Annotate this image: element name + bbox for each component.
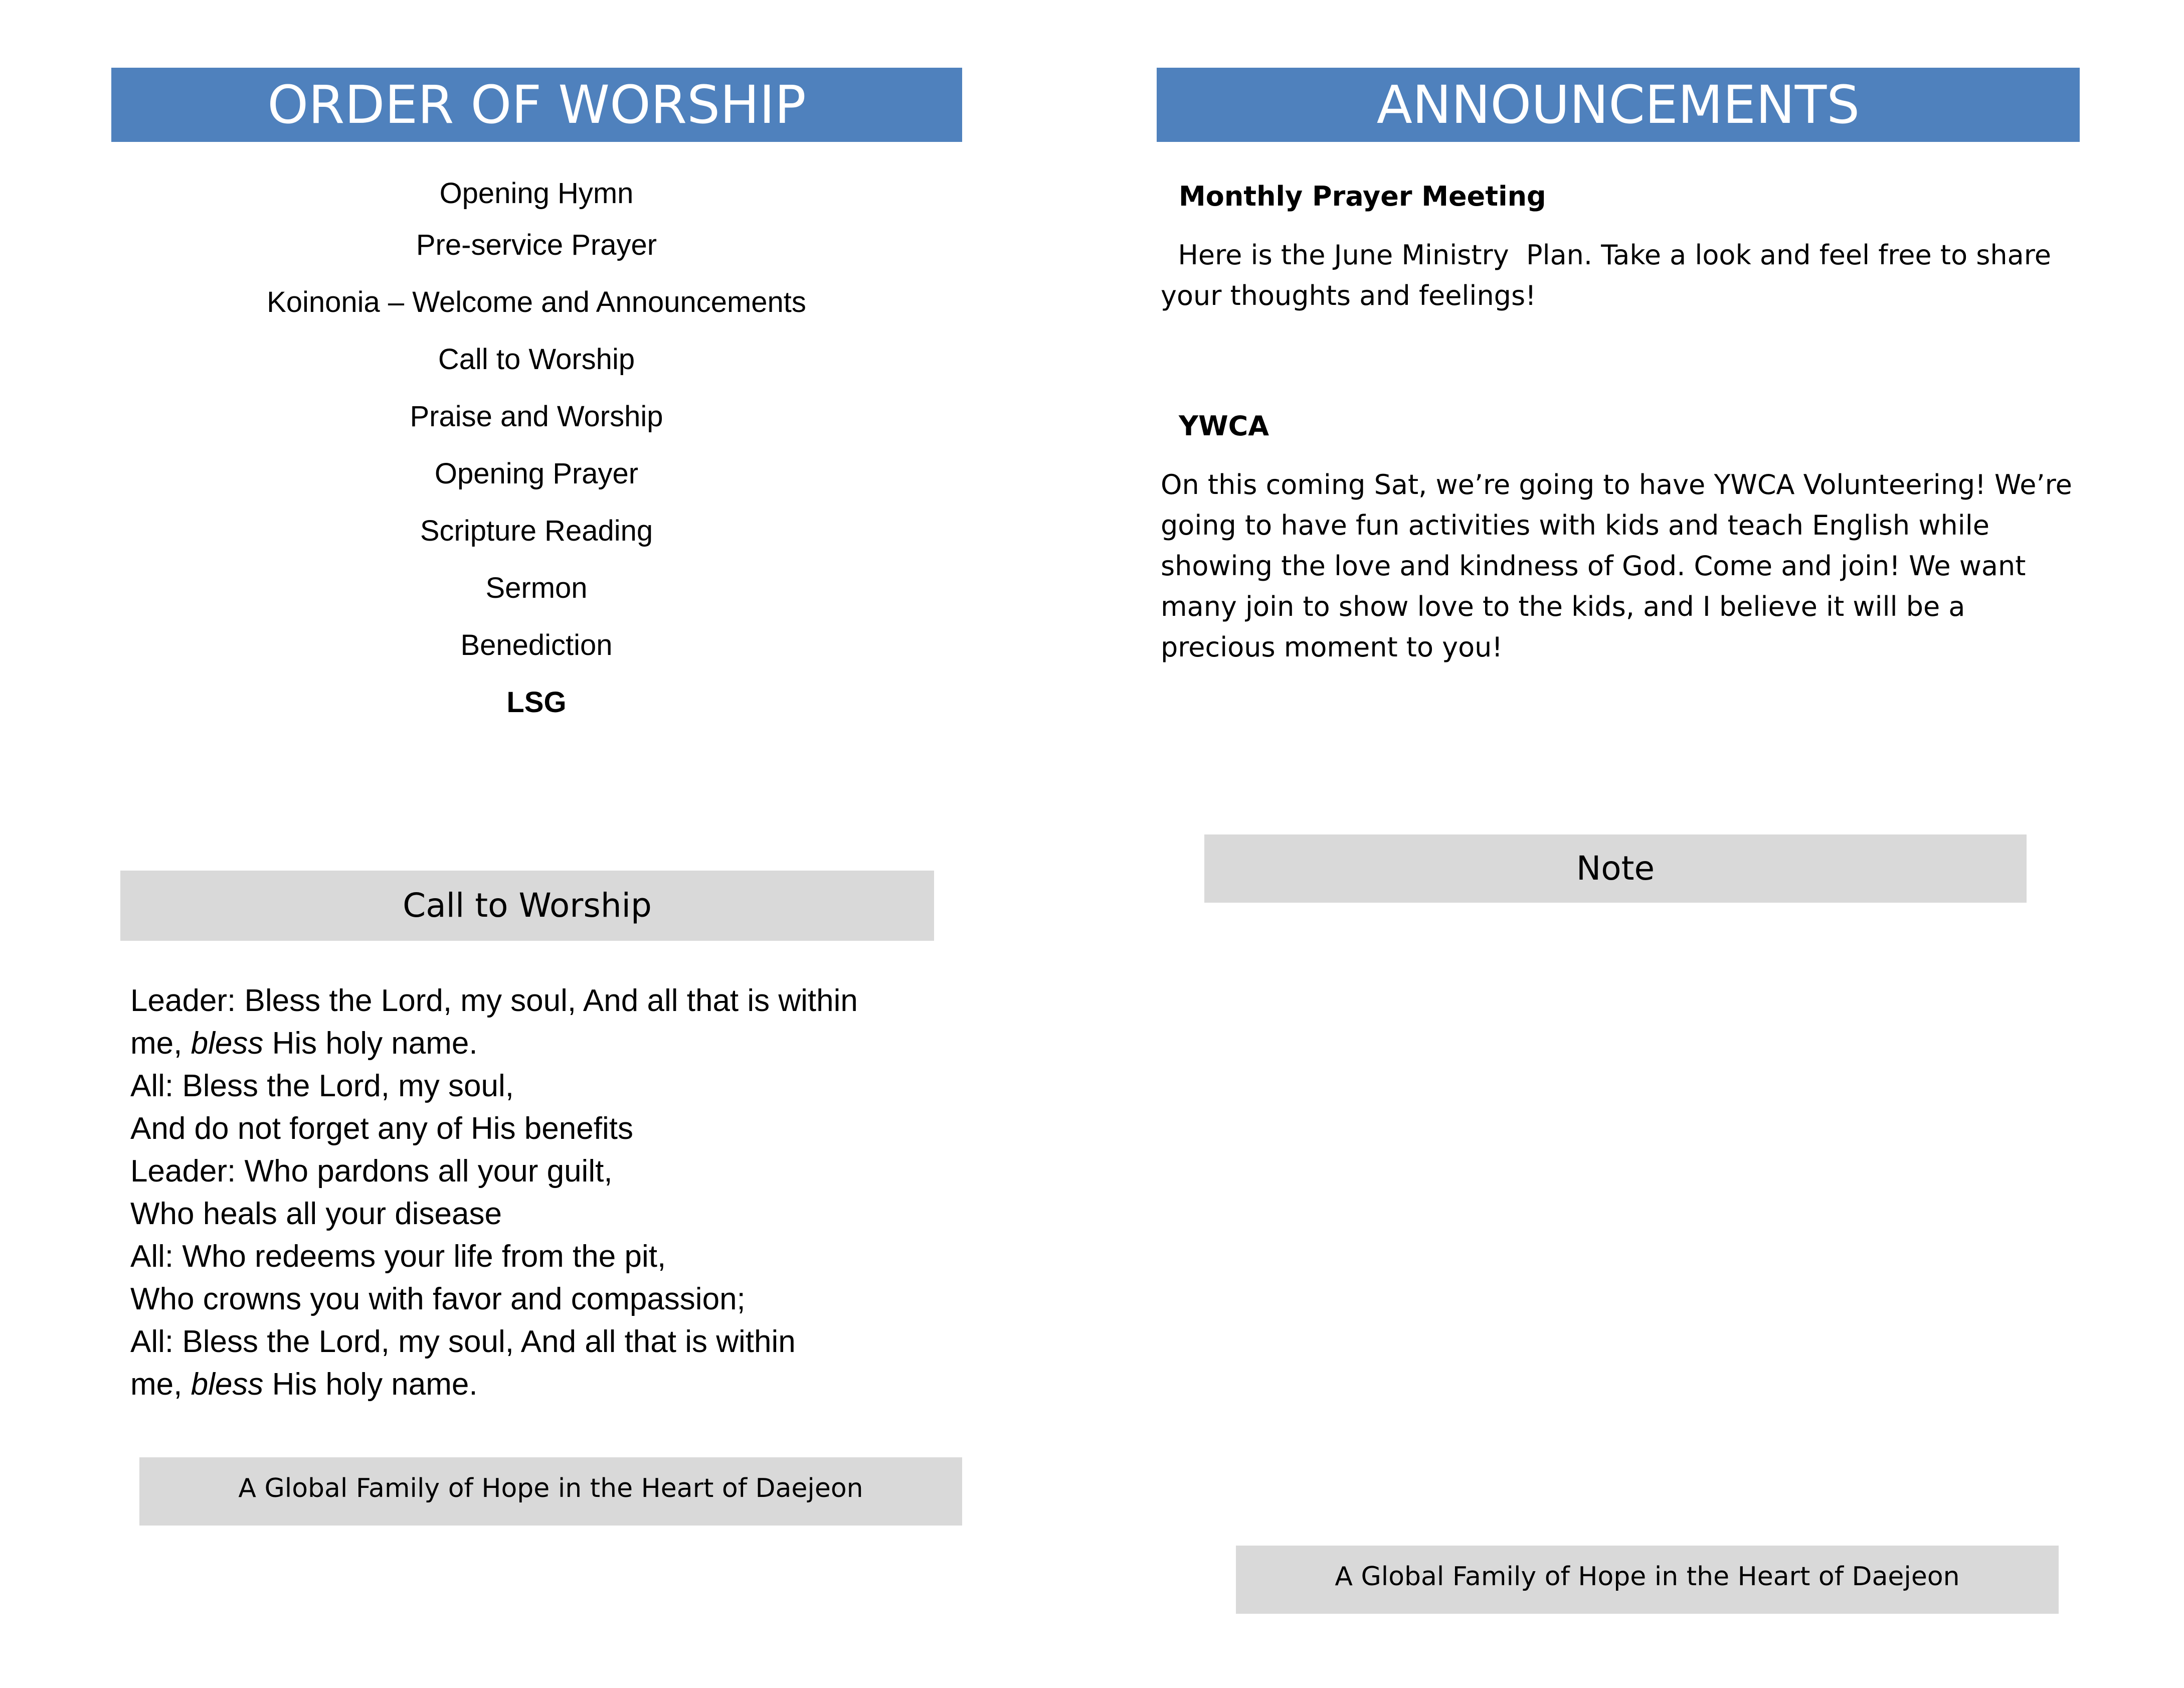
order-item-scripture-reading: Scripture Reading	[420, 515, 653, 547]
announcement-monthly-prayer	[1161, 176, 2083, 326]
announcements-banner	[1157, 68, 2080, 142]
order-of-worship-title: ORDER OF WORSHIP	[267, 74, 806, 135]
order-item-opening-prayer: Opening Prayer	[434, 457, 639, 490]
call-line: me, bless His holy name.	[130, 1367, 478, 1402]
announcement-body: Here is the June Ministry Plan. Take a look and feel free to share your thoughts and feelings!	[1161, 239, 2051, 311]
call-line: All: Bless the Lord, my soul, And all that is within	[130, 1324, 796, 1359]
call-line: Who crowns you with favor and compassion;	[130, 1282, 746, 1316]
order-of-worship-banner	[111, 68, 962, 142]
call-to-worship-header	[120, 871, 934, 941]
call-line: Who heals all your disease	[130, 1197, 502, 1231]
left-footer-text: A Global Family of Hope in the Heart of Daejeon	[238, 1473, 863, 1503]
order-item-pre-service-prayer: Pre-service Prayer	[416, 229, 657, 261]
left-footer-bar	[139, 1457, 962, 1526]
right-footer-bar	[1236, 1546, 2059, 1614]
call-line: Leader: Who pardons all your guilt,	[130, 1154, 613, 1189]
announcement-heading: YWCA	[1179, 410, 1269, 442]
order-item-lsg: LSG	[506, 686, 567, 719]
call-line: And do not forget any of His benefits	[130, 1111, 633, 1146]
order-item-call-to-worship: Call to Worship	[438, 343, 635, 376]
announcement-ywca	[1161, 405, 2083, 686]
note-header	[1204, 834, 2027, 903]
call-line: Leader: Bless the Lord, my soul, And all that is within	[130, 983, 858, 1018]
call-line: All: Who redeems your life from the pit,	[130, 1239, 666, 1274]
announcement-body: On this coming Sat, we’re going to have YWCA Volunteering! We’re going to have fun activities with kids and teach English while showing the love and kindness of God. Come and join! We want many join to show love to the kids, and I believe it will be a precious moment to you!	[1161, 469, 2072, 663]
call-to-worship-title: Call to Worship	[403, 886, 652, 925]
call-to-worship-text	[130, 983, 953, 1424]
call-line: All: Bless the Lord, my soul,	[130, 1069, 514, 1103]
announcement-heading: Monthly Prayer Meeting	[1179, 181, 1546, 212]
note-title: Note	[1576, 849, 1655, 888]
order-item-koinonia: Koinonia – Welcome and Announcements	[267, 286, 806, 318]
announcements-title: ANNOUNCEMENTS	[1376, 74, 1860, 135]
order-of-worship-list	[150, 171, 923, 732]
order-item-praise-and-worship: Praise and Worship	[410, 400, 663, 433]
order-item-opening-hymn: Opening Hymn	[439, 177, 634, 210]
call-line: me, bless His holy name.	[130, 1026, 478, 1061]
order-item-benediction: Benediction	[460, 629, 613, 661]
right-footer-text: A Global Family of Hope in the Heart of Daejeon	[1335, 1562, 1960, 1592]
order-item-sermon: Sermon	[485, 572, 588, 604]
